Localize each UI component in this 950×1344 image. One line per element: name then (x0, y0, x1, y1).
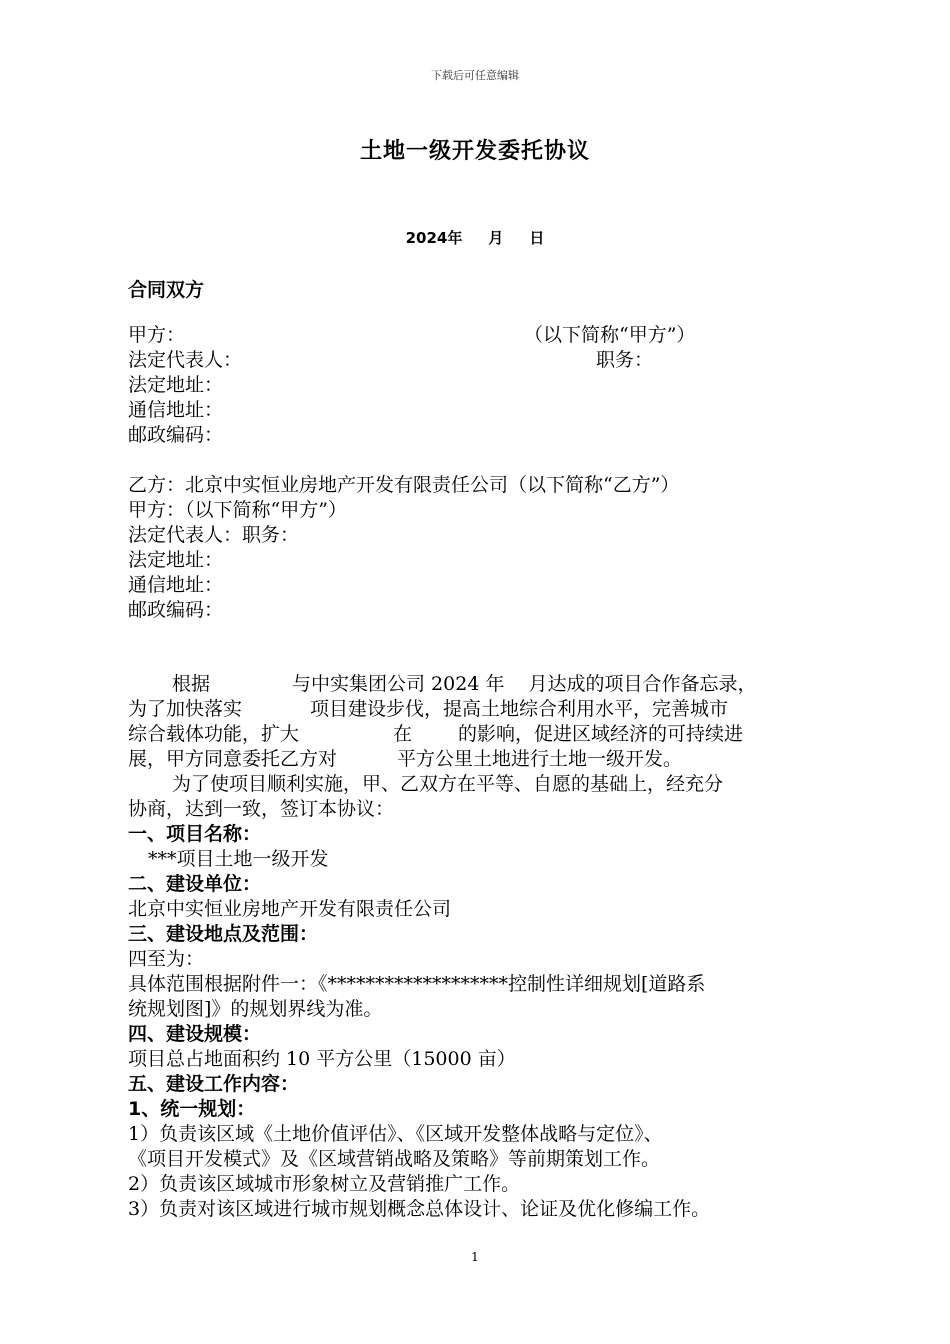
section-5-heading: 五、建设工作内容： (128, 1073, 300, 1095)
section-3-body-2: 具体范围根据附件一：《*******************控制性详细规划[道路系 (128, 973, 706, 995)
section-4-heading: 四、建设规模： (128, 1023, 262, 1045)
party-a-name-label: 甲方： (128, 324, 186, 346)
party-a-rep-row (128, 348, 828, 373)
party-b-line-2: 甲方：（以下简称“甲方”） (128, 499, 347, 521)
party-b-legal-address: 法定地址： (128, 549, 224, 571)
section-1-heading: 一、项目名称： (128, 823, 262, 845)
agreement-body (128, 672, 825, 1222)
document-title: 土地一级开发委托协议 (359, 139, 590, 164)
preamble-line-1 (128, 672, 825, 697)
preamble-text: 展，甲方同意委托乙方对 (128, 748, 338, 770)
date-year: 2024年 (405, 229, 463, 247)
preamble-line-4 (128, 747, 825, 772)
section-3-body-3: 统规划图]》的规划界线为准。 (128, 998, 383, 1020)
party-b-postcode: 邮政编码： (128, 599, 224, 621)
section-4-body: 项目总占地面积约 10 平方公里（15000 亩） (128, 1048, 516, 1070)
party-a-legal-address: 法定地址： (128, 374, 224, 396)
preamble-text: 项目建设步伐，提高土地综合利用水平，完善城市 (310, 698, 729, 720)
preamble-p2-line-2: 协商，达到一致，签订本协议： (128, 798, 395, 820)
section-5-item-1-line-1: 1）负责该区域《土地价值评估》、《区域开发整体战略与定位》、 (128, 1123, 663, 1145)
preamble-text: 为了加快落实 (128, 698, 243, 720)
date-line (0, 227, 950, 248)
section-5-item-1-line-2: 《项目开发模式》及《区域营销战略及策略》等前期策划工作。 (128, 1148, 661, 1170)
parties-heading: 合同双方 (128, 279, 205, 301)
party-a-name-suffix: （以下简称“甲方”） (524, 324, 696, 346)
party-a-rep-label: 法定代表人： (128, 349, 243, 371)
section-2-heading: 二、建设单位： (128, 873, 262, 895)
preamble-text: 在 (393, 723, 413, 745)
party-b-block (128, 473, 828, 623)
section-2-body: 北京中实恒业房地产开发有限责任公司 (128, 898, 452, 920)
preamble-text: 月达成的项目合作备忘录， (528, 673, 757, 695)
party-b-name: 乙方：北京中实恒业房地产开发有限责任公司（以下简称“乙方”） (128, 474, 680, 496)
party-a-mail-address: 通信地址： (128, 399, 224, 421)
section-5-sub-1: 1、统一规划： (128, 1098, 256, 1120)
party-b-mail-address: 通信地址： (128, 574, 224, 596)
page-number: 1 (471, 1250, 479, 1264)
page-header-note: 下载后可任意编辑 (431, 69, 519, 82)
preamble-line-2 (128, 697, 825, 722)
preamble-text: 的影响，促进区域经济的可持续进 (458, 723, 744, 745)
section-5-item-3: 3）负责对该区域进行城市规划概念总体设计、论证及优化修编工作。 (128, 1198, 711, 1220)
date-day: 日 (529, 229, 545, 247)
section-3-body-1: 四至为： (128, 948, 205, 970)
party-a-block (128, 323, 828, 448)
party-a-postcode: 邮政编码： (128, 424, 224, 446)
preamble-text: 平方公里土地进行土地一级开发。 (397, 748, 683, 770)
preamble-text: 综合载体功能，扩大 (128, 723, 300, 745)
party-b-rep: 法定代表人：职务： (128, 524, 300, 546)
preamble-line-3 (128, 722, 825, 747)
section-5-item-2: 2）负责该区域城市形象树立及营销推广工作。 (128, 1173, 521, 1195)
preamble-text: 与中实集团公司 2024 年 (292, 673, 505, 695)
party-a-name-row (128, 323, 828, 348)
date-month: 月 (488, 229, 504, 247)
section-3-heading: 三、建设地点及范围： (128, 923, 319, 945)
section-1-body: ***项目土地一级开发 (148, 848, 329, 870)
party-a-position-label: 职务： (596, 349, 654, 371)
preamble-p2-line-1: 为了使项目顺利实施，甲、乙双方在平等、自愿的基础上，经充分 (172, 773, 724, 795)
preamble-text: 根据 (172, 673, 211, 695)
